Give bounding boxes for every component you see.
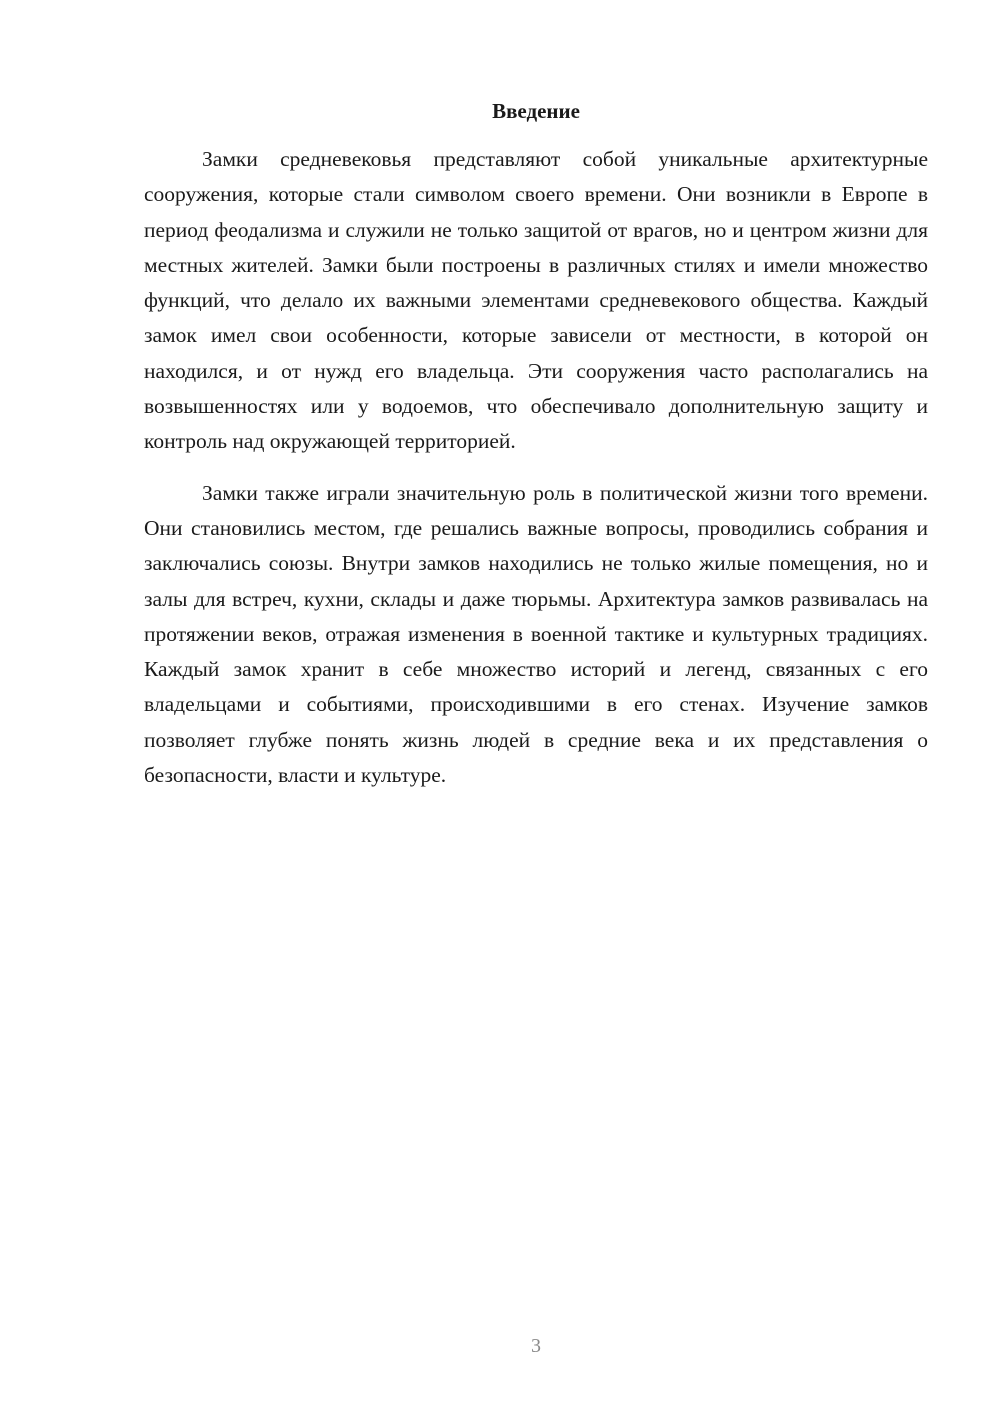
- body-text: [144, 142, 928, 809]
- paragraph-1: Замки средневековья представляют собой уникальные архитектурные сооружения, которые стали символом своего времени. Они возникли в Европе в период феодализма и служили не только защитой от врагов, но и центром жизни для местных жителей. Замки были построены в различных стилях и имели множество функций, что делало их важными элементами средневекового общества. Каждый замок имел свои особенности, которые зависели от местности, в которой он находился, и от нужд его владельца. Эти сооружения часто располагались на возвышенностях или у водоемов, что обеспечивало дополнительную защиту и контроль над окружающей территорией.: [144, 147, 928, 454]
- section-heading: Введение: [492, 99, 580, 123]
- paragraph-2: Замки также играли значительную роль в политической жизни того времени. Они становились местом, где решались важные вопросы, проводились собрания и заключались союзы. Внутри замков находились не только жилые помещения, но и залы для встреч, кухни, склады и даже тюрьмы. Архитектура замков развивалась на протяжении веков, отражая изменения в военной тактике и культурных традициях. Каждый замок хранит в себе множество историй и легенд, связанных с его владельцами и событиями, происходившими в его стенах. Изучение замков позволяет глубже понять жизнь людей в средние века и их представления о безопасности, власти и культуре.: [144, 480, 928, 788]
- page-number: 3: [531, 1335, 541, 1357]
